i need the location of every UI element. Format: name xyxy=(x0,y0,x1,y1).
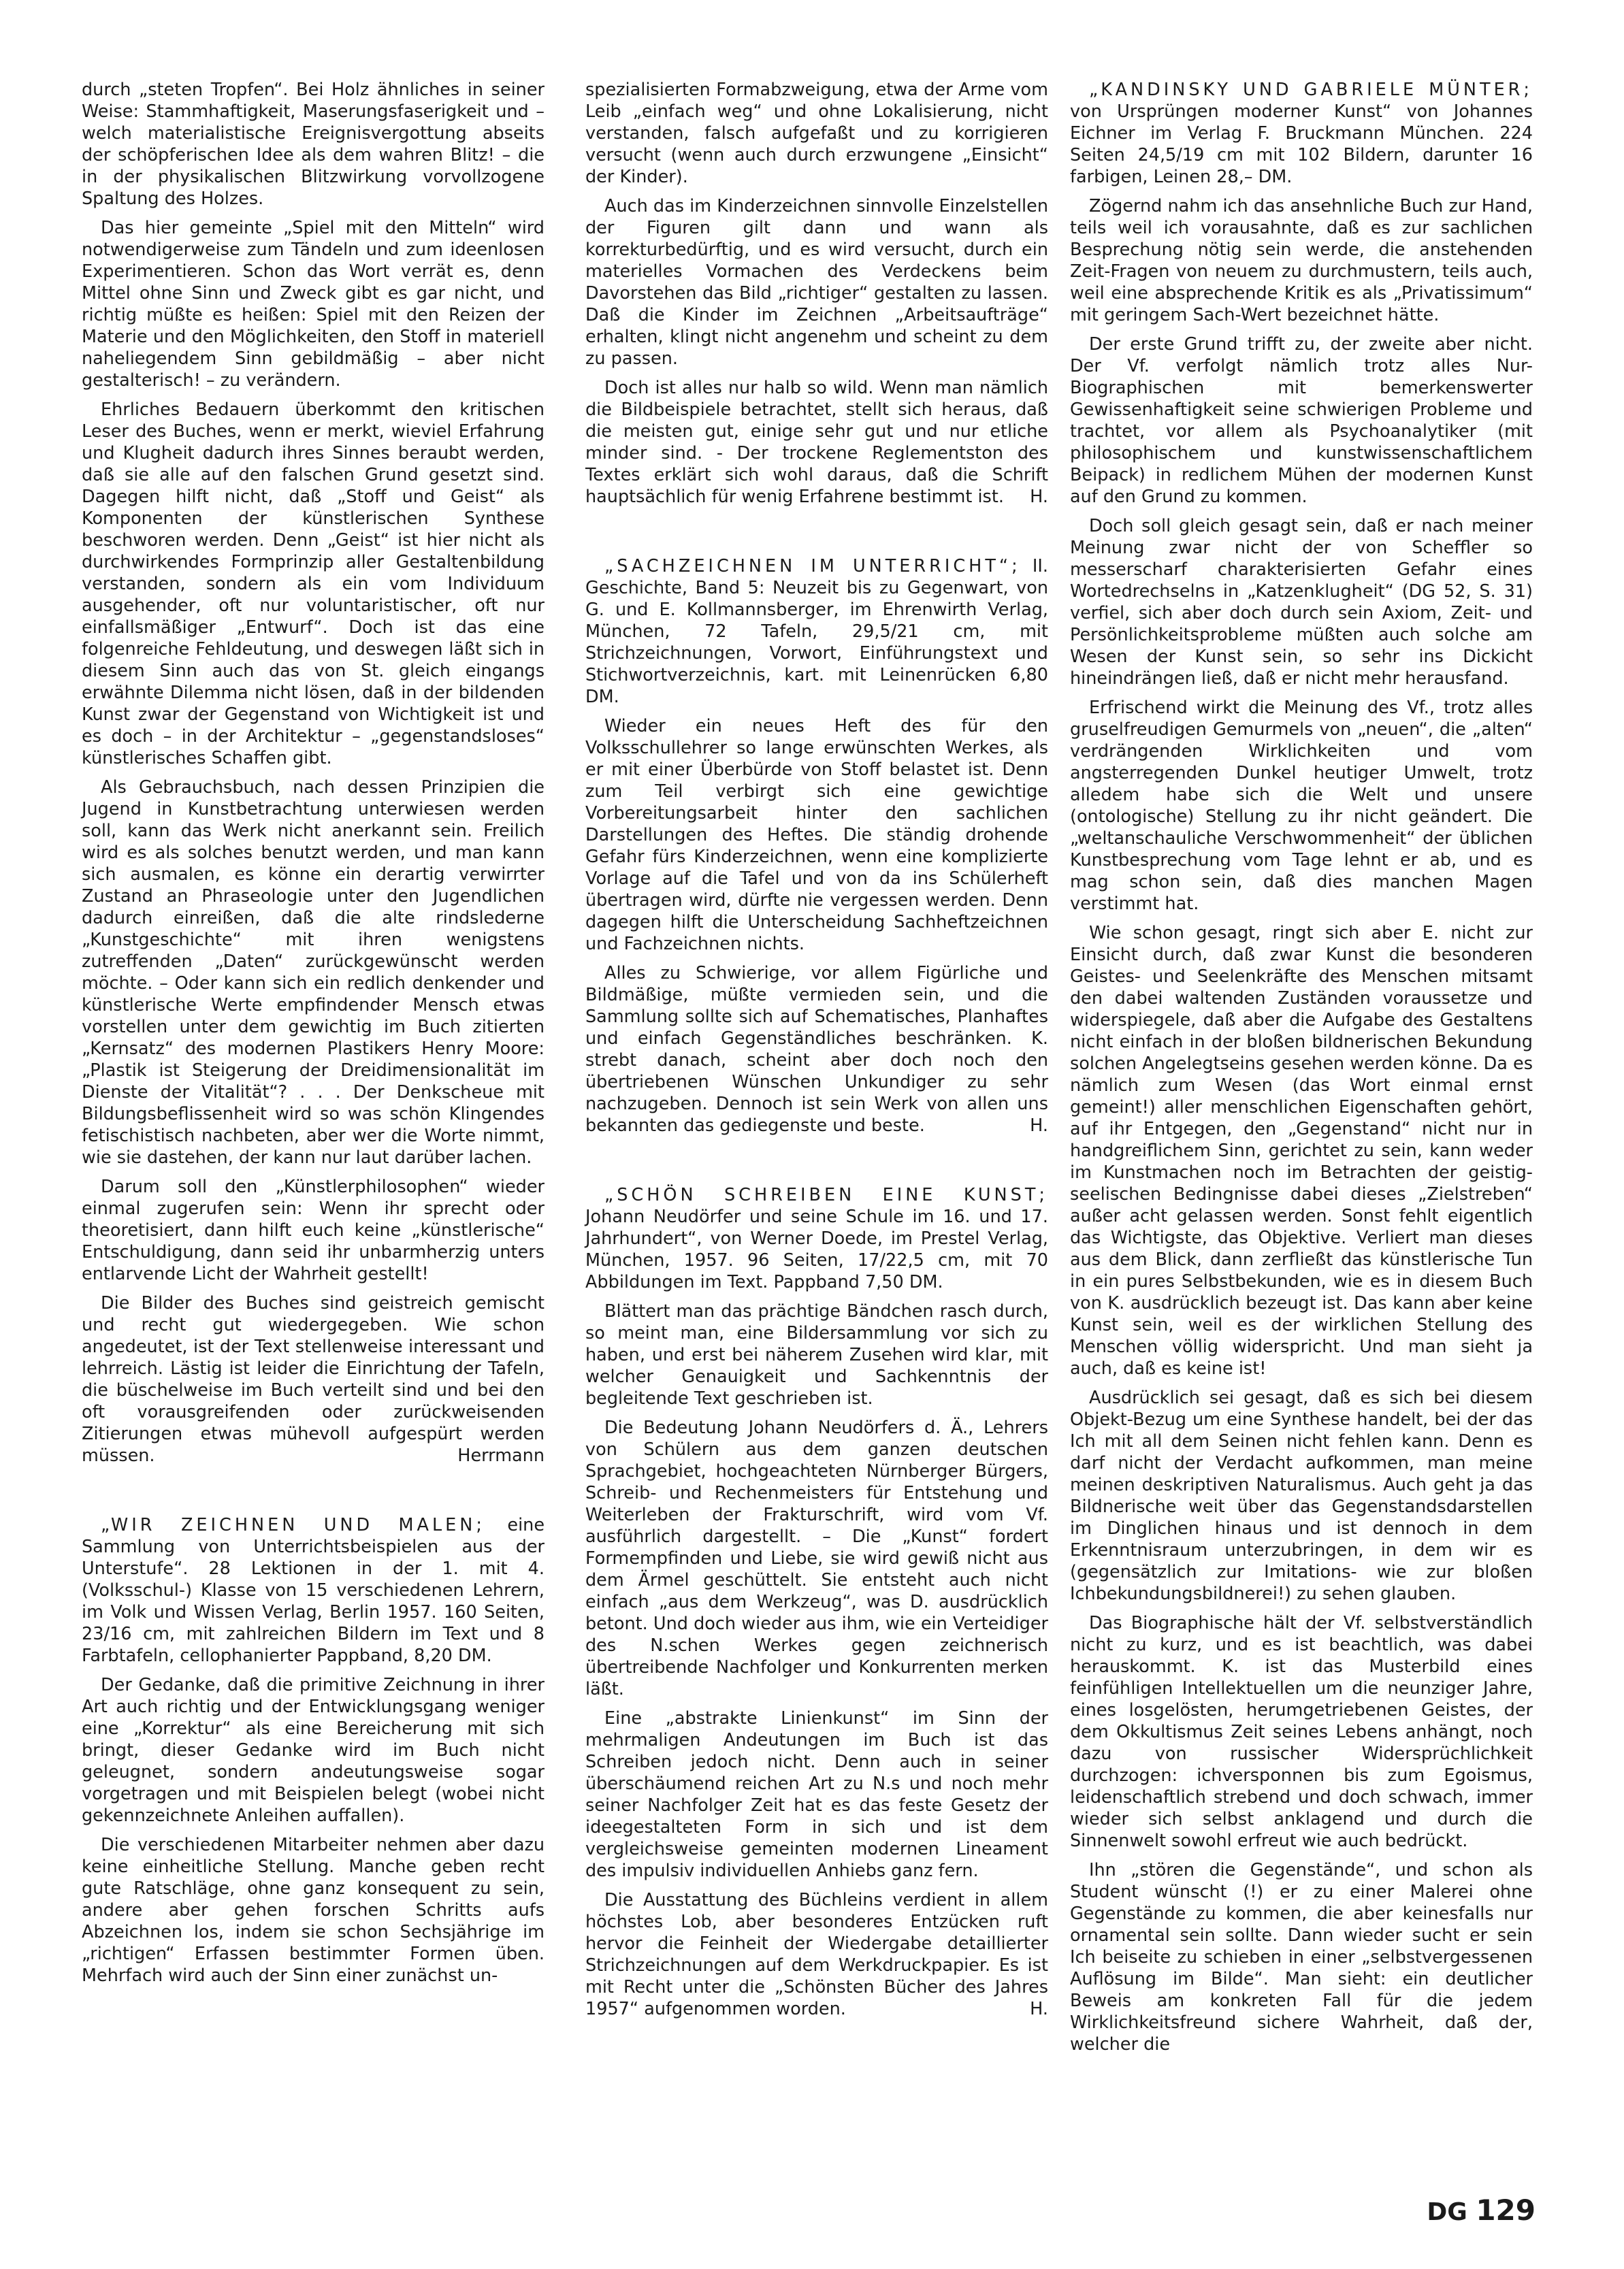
paragraph: Die Ausstattung des Büchleins verdient in allem höchstes Lob, aber besonderes Entzücken ruft hervor die Feinheit der Wiedergabe detaillierter Strichzeichnungen auf dem Werkdruckpapier. Es ist mit Recht unter die „Schönsten Bücher des Jahres 1957“ aufgenommen worden. xyxy=(585,1890,1048,2019)
review-bibliography: Johann Neudörfer und seine Schule im 16. und 17. Jahrhundert“, von Werner Doede, im Prestel Verlag, München, 1957. 96 Seiten, 17/22,5 cm, mit 70 Abbildungen im Text. Pappband 7,50 DM. xyxy=(585,1207,1048,1292)
paragraph: Erfrischend wirkt die Meinung des Vf., trotz alles gruselfreudigen Gemurmels von „neuen“, die „alten“ verdrängenden Wirklichkeiten und vom angsterregenden Dunkel heutiger Umwelt, trotz alledem habe sich die Welt und unsere (ontologische) Stellung zu ihr nicht geändert. Die „weltanschauliche Verschwommenheit“ der üblichen Kunstbesprechung vom Tage lehnt er ab, und es mag schon sein, daß dies manchen Magen verstimmt hat. xyxy=(1070,698,1533,914)
paragraph: Alles zu Schwierige, vor allem Figürliche und Bildmäßige, müßte vermieden sein, und die Sammlung sollte sich auf Schematisches, Planhaftes und einfach Gegenständliches beschränken. K. strebt danach, scheint aber doch noch den übertriebenen Wünschen Unkundiger zu sehr nachzugeben. Dennoch ist sein Werk von allen uns bekannten das gediegenste und beste. xyxy=(585,963,1048,1136)
author-signature: H. xyxy=(1030,1999,1048,2019)
review-wir-zeichnen xyxy=(82,1514,545,1987)
paragraph: Blättert man das prächtige Bändchen rasch durch, so meint man, eine Bildersammlung vor sich zu haben, und erst bei näherem Zusehen wird klar, mit welcher Genauigkeit und Sachkenntnis der begleitende Text geschrieben ist. xyxy=(585,1301,1048,1409)
review-kandinsky xyxy=(1070,79,1533,2055)
paragraph: Auch das im Kinderzeichnen sinnvolle Einzelstellen der Figuren gilt dann und wann als korrekturbedürftig, und es wird versucht, durch ein materielles Vormachen des Verdeckens beim Davorstehen das Bild „richtiger“ gestalten zu lassen. Daß die Kinder im Zeichnen „Arbeitsaufträge“ erhalten, klingt nicht angenehm und scheint zu dem zu passen. xyxy=(585,196,1048,369)
paragraph: Darum soll den „Künstlerphilosophen“ wieder einmal zugerufen sein: Wenn ihr sprecht oder theoretisiert, dann hilft euch keine „künstlerische“ Entschuldigung, dann seid ihr unbarmherzig unters entlarvende Licht der Wahrheit gestellt! xyxy=(82,1177,545,1284)
review-heading xyxy=(585,1184,1048,1293)
review-heading xyxy=(1070,79,1533,188)
review-bibliography: von Ursprüngen moderner Kunst“ von Johannes Eichner im Verlag F. Bruckmann München. 224 Seiten 24,5/19 cm mit 102 Bildern, darunter 16 farbigen, Leinen 28,– DM. xyxy=(1070,101,1533,187)
column-middle xyxy=(585,79,1048,2061)
review-title: „SCHÖN SCHREIBEN EINE KUNST; xyxy=(604,1185,1048,1205)
paragraph: Eine „abstrakte Linienkunst“ im Sinn der mehrmaligen Andeutungen im Buch ist das Schreiben jedoch nicht. Denn auch in seiner überschäumend reichen Art zu N.s und noch mehr seiner Nachfolger Zeit hat es das feste Gesetz der ideegestalteten Form in sich und ist dem vergleichsweise gemeinten modernen Lineament des impulsiv individuellen Anhiebs ganz fern. xyxy=(585,1708,1048,1881)
paragraph: Das Biographische hält der Vf. selbstverständlich nicht zu kurz, und es ist beachtlich, was dabei herauskommt. K. ist das Musterbild eines feinfühligen Intellektuellen um die neunziger Jahre, eines losgelösten, herumgetriebenen Geistes, der dem Okkultismus Zeit seines Lebens anhängt, noch dazu von russischer Widersprüchlichkeit durchzogen: ichversponnen bis zum Egoismus, leidenschaftlich strebend und doch schwach, immer wieder sich selbst anklagend und durch die Sinnenwelt sowohl erfreut wie auch bedrückt. xyxy=(1070,1613,1533,1851)
paragraph: durch „steten Tropfen“. Bei Holz ähnliches in seiner Weise: Stammhaftigkeit, Maserungsfaserigkeit und – welch materialistische Ereignisvergottung abseits der schöpferischen Idee als dem wahren Blitz! – die in der physikalischen Blitzwirkung vorvollzogene Spaltung des Holzes. xyxy=(82,80,545,209)
paragraph: Ihn „stören die Gegenstände“, und schon als Student wünscht (!) er zu einer Malerei ohne Gegenstände zu kommen, die aber keinesfalls nur ornamental sein sollte. Dann wieder sucht er sein Ich beiseite zu schieben in einer „selbstvergessenen Auflösung im Bilde“. Man sieht: ein deutlicher Beweis am konkreten Fall für die jedem Wirklichkeitsfreund sichere Wahrheit, daß der, welcher die xyxy=(1070,1860,1533,2055)
paragraph: Wieder ein neues Heft des für den Volksschullehrer so lange erwünschten Werkes, als er mit einer Überbürde von Stoff belastet ist. Denn zum Teil verbirgt sich eine gewichtige Vorbereitungsarbeit hinter den sachlichen Darstellungen des Heftes. Die ständig drohende Gefahr fürs Kinderzeichnen, wenn eine komplizierte Vorlage auf die Tafel und von da ins Schülerheft übertragen wird, dürfte nie vergessen werden. Denn dagegen hilft die Unterscheidung Sachheftzeichnen und Fachzeichnen nichts. xyxy=(585,716,1048,954)
review-title: „KANDINSKY UND GABRIELE MÜNTER; xyxy=(1089,80,1533,100)
paragraph: Wie schon gesagt, ringt sich aber E. nicht zur Einsicht durch, daß zwar Kunst die besonderen Geistes- und Seelenkräfte des Menschen mitsamt den dabei waltenden Zuständen voraussetze und widerspiegele, daß aber die Aufgabe des Gestaltens nicht einfach in der bloßen bildnerischen Bekundung solchen Angelegtseins gesehen werden könne. Da es nämlich zum Wesen (das Wort einmal ernst gemeint!) aller menschlichen Eigenschaften gehört, auf ihr Entgegen, den „Gegenstand“ nicht nur in handgreiflichem Sinn, gerichtet zu sein, kann weder im Kunstmachen noch im Betrachten der geistig-seelischen Bedingnisse dabei dieses „Zielstreben“ außer acht gelassen werden. Sonst fehlt eigentlich das Wichtigste, das Objektive. Verliert man dieses aus dem Blick, dann zerfließt das künstlerische Tun in ein pures Selbstbekunden, wie es in diesem Buch von K. ausdrücklich bezeugt ist. Das kann aber keine Kunst sein, weil es der wirklichen Stellung des Menschen völlig widerspricht. Und man sieht ja auch, daß es keine ist! xyxy=(1070,923,1533,1379)
paragraph: Der erste Grund trifft zu, der zweite aber nicht. Der Vf. verfolgt nämlich trotz alles Nur-Biographischen mit bemerkenswerter Gewissenhaftigkeit seine schwierigen Probleme und trachtet, vor allem als Psychoanalytiker (mit philosophischem und kunstwissenschaftlichem Beipack) in redlichem Mühen der modernen Kunst auf den Grund zu kommen. xyxy=(1070,334,1533,507)
paragraph: Der Gedanke, daß die primitive Zeichnung in ihrer Art auch richtig und der Entwicklungsgang weniger eine „Korrektur“ als eine Bereicherung mit sich bringt, dieser Gedanke wird im Buch nicht geleugnet, sondern andeutungsweise sogar vorgetragen und mit Beispielen belegt (wobei nicht gekennzeichnete Anleihen auffallen). xyxy=(82,1675,545,1826)
paragraph: Als Gebrauchsbuch, nach dessen Prinzipien die Jugend in Kunstbetrachtung unterwiesen werden soll, kann das Werk nicht anerkannt sein. Freilich wird es als solches benutzt werden, und man kann sich ausmalen, es könne ein derartig verwirrter Zustand an Phraseologie unter den Jugendlichen dadurch einreißen, daß die alte rindslederne „Kunstgeschichte“ mit ihren wenigstens zutreffenden „Daten“ zurückgewünscht werden möchte. – Oder kann sich ein redlich denkender und künstlerische Werte empfindender Mensch etwas vorstellen unter dem gewichtig im Buch zitierten „Kernsatz“ des modernen Plastikers Henry Moore: „Plastik ist Steigerung der Dreidimensionalität im Dienste der Vitalität“? . . . Der Denkscheue mit Bildungsbeflissenheit wird so was schön Klingendes fetischistisch nachbeten, aber wer die Worte nimmt, wie sie dastehen, der kann nur laut darüber lachen. xyxy=(82,777,545,1168)
review-sachzeichnen xyxy=(585,555,1048,1137)
author-signature: H. xyxy=(1030,487,1048,507)
paragraph: Die verschiedenen Mitarbeiter nehmen aber dazu keine einheitliche Stellung. Manche geben recht gute Ratschläge, ohne ganz konsequent zu sein, andere aber gehen forschen Schritts aufs Abzeichnen los, indem sie schon Sechsjährige im „richtigen“ Erfassen bestimmter Formen üben. Mehrfach wird auch der Sinn einer zunächst un- xyxy=(82,1835,545,1986)
review-heading xyxy=(585,555,1048,708)
review-bibliography: II. Geschichte, Band 5: Neuzeit bis zu Gegenwart, von G. und E. Kollmannsberger, im Ehrenwirth Verlag, München, 72 Tafeln, 29,5/21 cm, mit Strichzeichnungen, Vorwort, Einführungstext und Stichwortverzeichnis, kart. mit Leinenrücken 6,80 DM. xyxy=(585,556,1048,707)
review-heading xyxy=(82,1514,545,1667)
paragraph: Zögernd nahm ich das ansehnliche Buch zur Hand, teils weil ich vorausahnte, daß es zur sachlichen Besprechung nötig sein werde, die anstehenden Zeit-Fragen von neuem zu durchmustern, teils auch, weil eine absprechende Kritik es als „Privatissimum“ mit geringem Sach-Wert bezeichnet hätte. xyxy=(1070,196,1533,325)
author-signature: H. xyxy=(1030,1115,1048,1136)
paragraph: Die Bedeutung Johann Neudörfers d. Ä., Lehrers von Schülern aus dem ganzen deutschen Sprachgebiet, hochgeachteten Nürnberger Bürgers, Schreib- und Rechenmeisters für Entstehung und Weiterleben der Frakturschrift, wird vom Vf. ausführlich dargestellt. – Die „Kunst“ fordert Formempfinden und Liebe, sie wird gewiß nicht aus dem Ärmel geschüttelt. Sie entsteht auch nicht einfach „aus dem Werkzeug“, was D. ausdrücklich betont. Und doch wieder aus ihm, wie ein Verteidiger des N.schen Werkes gegen zeichnerisch übertreibende Nachfolger und Konkurrenten merken läßt. xyxy=(585,1418,1048,1699)
column-left xyxy=(82,79,545,2027)
paragraph: Ehrliches Bedauern überkommt den kritischen Leser des Buches, wenn er merkt, wieviel Erfahrung und Klugheit dadurch ihres Sinnes beraubt werden, daß sie alle auf den falschen Grund gesetzt sind. Dagegen hilft nicht, daß „Stoff und Geist“ als Komponenten der künstlerischen Synthese beschworen werden. Denn „Geist“ ist hier nicht als durchwirkendes Formprinzip aller Gestaltenbildung verstanden, sondern als ein vom Individuum ausgehender, oft nur voluntaristischer, oft nur einfallsmäßiger „Entwurf“. Doch ist das eine folgenreiche Fehldeutung, und deswegen läßt sich in diesem Sinn auch das von St. gleich eingangs erwähnte Dilemma nicht lösen, daß in der bildenden Kunst zwar der Gegenstand von Wichtigkeit ist und es doch – in der Architektur – „gegenstandsloses“ künstlerisches Schaffen gibt. xyxy=(82,399,545,768)
page-number: 129 xyxy=(1476,2193,1536,2227)
paragraph: Das hier gemeinte „Spiel mit den Mitteln“ wird notwendigerweise zum Tändeln und zum ideenlosen Experimentieren. Schon das Wort verrät es, denn Mittel ohne Sinn und Zweck gibt es gar nicht, und richtig müßte es heißen: Spiel mit den Reizen der Materie und den Möglichkeiten, den Stoff in materiell naheliegendem Sinn gebildmäßig – aber nicht gestalterisch! – zu verändern. xyxy=(82,218,545,391)
paragraph: Doch soll gleich gesagt sein, daß er nach meiner Meinung zwar nicht der von Scheffler so messerscharf charakterisierten Gefahr eines Wortedrechselns in „Katzenklugheit“ (DG 52, S. 31) verfiel, sich aber doch durch sein Axiom, Zeit- und Persönlichkeitsprobleme müßten auch solche am Wesen der Kunst sein, so sehr ins Dickicht hineindrängen ließ, daß er nicht mehr herausfand. xyxy=(1070,516,1533,689)
author-signature: Herrmann xyxy=(457,1446,545,1466)
page-footer xyxy=(1427,2193,1536,2227)
journal-abbreviation: DG xyxy=(1427,2198,1467,2226)
review-schoen-schreiben xyxy=(585,1184,1048,2020)
review-bibliography: eine Sammlung von Unterrichtsbeispielen aus der Unterstufe“. 28 Lektionen in der 1. mit 4. (Volksschul-) Klasse von 15 verschiedenen Lehrern, im Volk und Wissen Verlag, Berlin 1957. 160 Seiten, 23/16 cm, mit zahlreichen Bildern im Text und 8 Farbtafeln, cellophanierter Pappband, 8,20 DM. xyxy=(82,1515,545,1666)
paragraph: Ausdrücklich sei gesagt, daß es sich bei diesem Objekt-Bezug um eine Synthese handelt, bei der das Ich mit all dem Seinen nicht fehlen kann. Denn es darf nicht der Verdacht aufkommen, man meine meinen deskriptiven Naturalismus. Auch geht ja das Bildnerische weit über das Gegenstandsdarstellen im Dinglichen hinaus und ist dennoch in dem Erkenntnisraum unterzubringen, in dem wir es (gegensätzlich zur Imitations- wie zur bloßen Ichbekundungsbildnerei!) zu sehen glauben. xyxy=(1070,1388,1533,1604)
review-title: „SACHZEICHNEN IM UNTERRICHT“; xyxy=(604,556,1021,576)
column-right xyxy=(1070,79,1533,2096)
paragraph: Die Bilder des Buches sind geistreich gemischt und recht gut wiedergegeben. Wie schon angedeutet, ist der Text stellenweise interessant und lehrreich. Lästig ist leider die Einrichtung der Tafeln, die büschelweise im Buch verteilt sind und bei den oft vorausgreifenden oder zurückweisenden Zitierungen etwas mühevoll aufgespürt werden müssen. xyxy=(82,1293,545,1466)
paragraph: spezialisierten Formabzweigung, etwa der Arme vom Leib „einfach weg“ und ohne Lokalisierung, nicht verstanden, falsch aufgefaßt und zu korrigieren versucht (wenn auch durch erzwungene „Einsicht“ der Kinder). xyxy=(585,80,1048,187)
review-title: „WIR ZEICHNEN UND MALEN; xyxy=(101,1515,485,1535)
paragraph: Doch ist alles nur halb so wild. Wenn man nämlich die Bildbeispiele betrachtet, stellt sich heraus, daß die meisten gut, einige sehr gut und nur etliche minder sind. - Der trockene Reglementston des Textes erklärt sich wohl daraus, daß die Schrift hauptsächlich für wenig Erfahrene bestimmt ist. xyxy=(585,378,1048,507)
